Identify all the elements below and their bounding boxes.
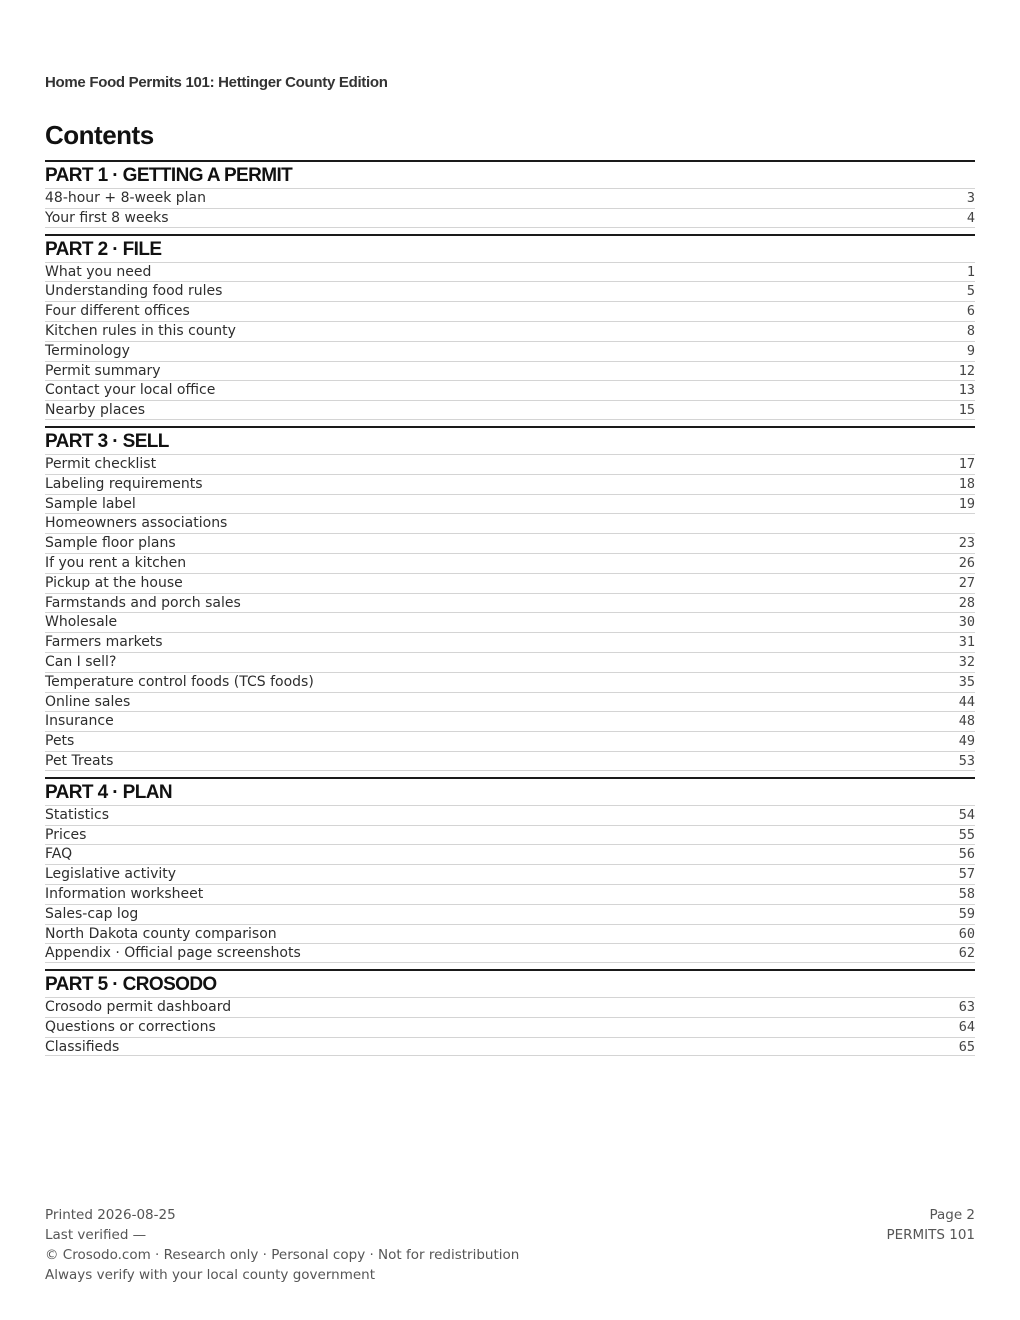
toc-entry[interactable] [45, 884, 975, 904]
toc-entry[interactable] [45, 825, 975, 845]
toc-entry[interactable] [45, 731, 975, 751]
toc-entry[interactable] [45, 632, 975, 652]
printed-date: Printed 2026-08-25 [45, 1207, 176, 1223]
entry-label: Farmstands and porch sales [45, 594, 241, 611]
entry-page-number: 18 [958, 475, 975, 492]
entry-page-number: 6 [966, 303, 975, 320]
entry-page-number: 53 [958, 752, 975, 769]
verify-note: Always verify with your local county government [45, 1267, 375, 1283]
part-heading: PART 5 · CROSODO [45, 969, 975, 997]
toc-part-2 [45, 234, 975, 420]
toc-entry[interactable] [45, 805, 975, 825]
part-heading: PART 3 · SELL [45, 426, 975, 454]
entry-label: Information worksheet [45, 885, 204, 902]
entry-list [45, 997, 975, 1056]
toc-entry[interactable] [45, 573, 975, 593]
entry-page-number: 55 [958, 826, 975, 843]
entry-page-number: 3 [966, 190, 975, 206]
toc-entry[interactable] [45, 494, 975, 514]
entry-label: Pet Treats [45, 752, 114, 769]
entry-page-number: 62 [958, 945, 975, 962]
toc-entry[interactable] [45, 188, 975, 208]
toc-entry[interactable] [45, 553, 975, 573]
entry-page-number: 31 [958, 634, 975, 651]
toc-entry[interactable] [45, 692, 975, 712]
entry-label: Sales-cap log [45, 905, 139, 922]
running-title: PERMITS 101 [886, 1227, 975, 1243]
entry-label: FAQ [45, 846, 73, 863]
part-heading: PART 4 · PLAN [45, 777, 975, 805]
entry-list [45, 805, 975, 963]
entry-page-number: 28 [958, 594, 975, 611]
entry-page-number: 63 [958, 999, 975, 1016]
toc-entry[interactable] [45, 652, 975, 672]
toc-entry[interactable] [45, 208, 975, 228]
entry-label: Crosodo permit dashboard [45, 999, 232, 1016]
entry-page-number: 56 [958, 846, 975, 863]
entry-label: Appendix · Official page screenshots [45, 945, 301, 962]
entry-label: Prices [45, 826, 87, 843]
entry-label: What you need [45, 263, 152, 280]
table-of-contents [45, 160, 975, 1062]
toc-entry[interactable] [45, 281, 975, 301]
entry-page-number: 65 [958, 1038, 975, 1055]
toc-entry[interactable] [45, 864, 975, 884]
toc-entry[interactable] [45, 513, 975, 533]
toc-entry[interactable] [45, 533, 975, 553]
entry-page-number: 58 [958, 885, 975, 902]
document-header-title: Home Food Permits 101: Hettinger County Edition [45, 74, 388, 91]
entry-label: Pets [45, 733, 75, 750]
entry-label: Sample floor plans [45, 535, 176, 552]
part-heading: PART 1 · GETTING A PERMIT [45, 160, 975, 188]
entry-page-number: 26 [958, 554, 975, 571]
entry-label: Wholesale [45, 614, 118, 631]
toc-entry[interactable] [45, 997, 975, 1017]
entry-page-number: 48 [958, 713, 975, 730]
entry-label: Temperature control foods (TCS foods) [45, 673, 314, 690]
entry-label: Your first 8 weeks [45, 209, 169, 226]
toc-part-5 [45, 969, 975, 1056]
entry-page-number: 5 [966, 283, 975, 300]
toc-entry[interactable] [45, 612, 975, 632]
entry-label: Terminology [45, 342, 130, 359]
entry-list [45, 262, 975, 420]
toc-entry[interactable] [45, 672, 975, 692]
toc-entry[interactable] [45, 361, 975, 381]
toc-part-4 [45, 777, 975, 963]
entry-label: Four different offices [45, 303, 190, 320]
entry-page-number: 8 [966, 322, 975, 339]
entry-page-number: 19 [958, 495, 975, 512]
toc-entry[interactable] [45, 474, 975, 494]
entry-label: Labeling requirements [45, 475, 203, 492]
page-number: Page 2 [929, 1207, 975, 1223]
entry-page-number: 4 [966, 209, 975, 226]
entry-page-number: 30 [958, 614, 975, 631]
entry-label: Understanding food rules [45, 283, 223, 300]
entry-label: Can I sell? [45, 653, 117, 670]
entry-label: Pickup at the house [45, 574, 183, 591]
toc-entry[interactable] [45, 380, 975, 400]
entry-page-number: 60 [958, 925, 975, 942]
toc-entry[interactable] [45, 1017, 975, 1037]
toc-entry[interactable] [45, 400, 975, 420]
last-verified: Last verified — [45, 1227, 147, 1243]
copyright-notice: © Crosodo.com · Research only · Personal copy · Not for redistribution [45, 1247, 520, 1263]
toc-entry[interactable] [45, 751, 975, 771]
entry-label: Questions or corrections [45, 1018, 216, 1035]
entry-page-number: 27 [958, 574, 975, 591]
entry-page-number: 1 [966, 263, 975, 280]
entry-label: Nearby places [45, 402, 146, 419]
toc-entry[interactable] [45, 943, 975, 963]
toc-part-3 [45, 426, 975, 771]
entry-page-number: 64 [958, 1018, 975, 1035]
entry-label: Online sales [45, 693, 131, 710]
entry-label: Farmers markets [45, 634, 163, 651]
entry-page-number: 15 [958, 402, 975, 419]
footer-meta [45, 1205, 519, 1285]
entry-page-number: 57 [958, 866, 975, 883]
footer-page-info [886, 1205, 975, 1245]
toc-entry[interactable] [45, 262, 975, 282]
toc-entry[interactable] [45, 321, 975, 341]
entry-page-number: 49 [958, 733, 975, 750]
entry-label: Permit summary [45, 362, 161, 379]
entry-list [45, 454, 975, 771]
entry-page-number: 13 [958, 382, 975, 399]
toc-entry[interactable] [45, 454, 975, 474]
entry-label: Classifieds [45, 1038, 120, 1055]
entry-label: If you rent a kitchen [45, 554, 187, 571]
entry-label: Legislative activity [45, 866, 177, 883]
page-title: Contents [45, 120, 154, 150]
entry-label: Kitchen rules in this county [45, 322, 236, 339]
toc-entry[interactable] [45, 1037, 975, 1057]
entry-page-number: 54 [958, 806, 975, 823]
toc-entry[interactable] [45, 924, 975, 944]
part-heading: PART 2 · FILE [45, 234, 975, 262]
toc-entry[interactable] [45, 711, 975, 731]
toc-entry[interactable] [45, 341, 975, 361]
toc-entry[interactable] [45, 593, 975, 613]
entry-page-number: 35 [958, 673, 975, 690]
entry-page-number: 23 [958, 535, 975, 552]
entry-page-number: 12 [958, 362, 975, 379]
entry-label: Permit checklist [45, 455, 157, 472]
entry-page-number: 32 [958, 653, 975, 670]
toc-part-1 [45, 160, 975, 228]
entry-page-number: 59 [958, 905, 975, 922]
toc-entry[interactable] [45, 301, 975, 321]
entry-page-number: 44 [958, 693, 975, 710]
toc-entry[interactable] [45, 844, 975, 864]
entry-label: Sample label [45, 495, 136, 512]
toc-entry[interactable] [45, 904, 975, 924]
entry-label: Insurance [45, 713, 114, 730]
entry-label: Contact your local office [45, 382, 216, 399]
entry-label: 48-hour + 8-week plan [45, 190, 206, 206]
entry-label: North Dakota county comparison [45, 925, 277, 942]
entry-label: Homeowners associations [45, 515, 228, 532]
entry-page-number: 9 [966, 342, 975, 359]
entry-page-number: 17 [958, 455, 975, 472]
entry-list [45, 188, 975, 228]
entry-label: Statistics [45, 806, 109, 823]
